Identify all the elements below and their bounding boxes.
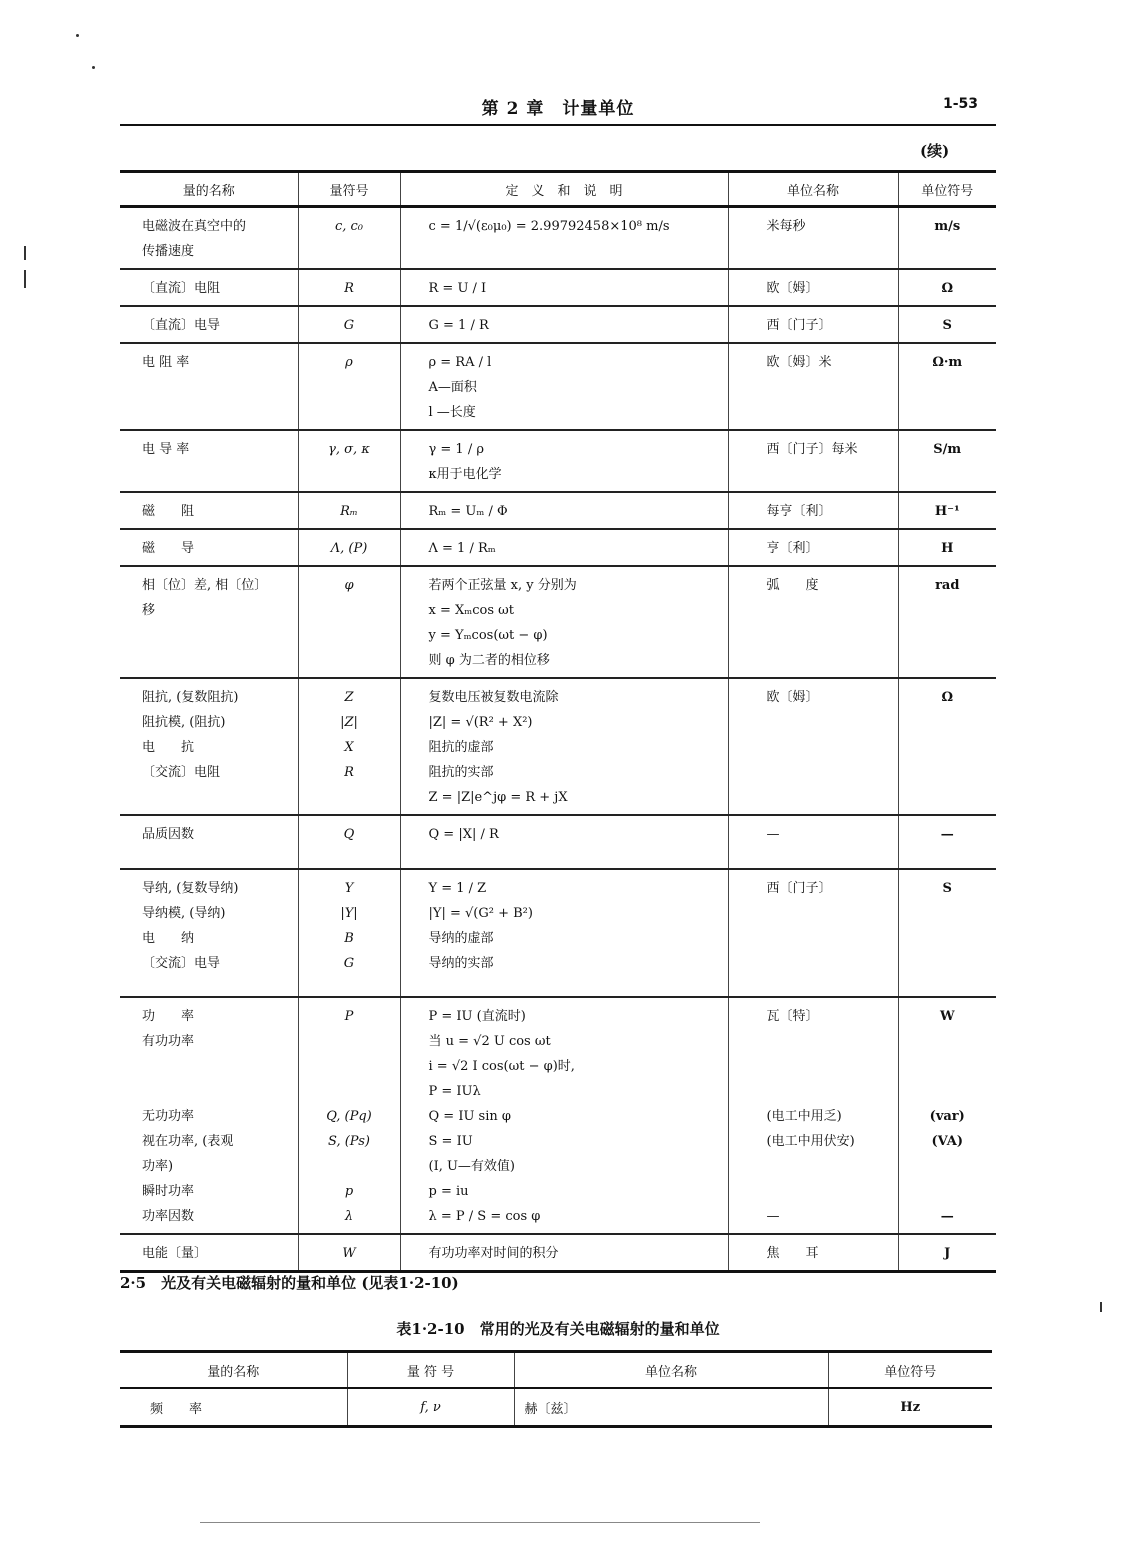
definition: p = iu — [428, 1184, 469, 1199]
unit-name-cell — [728, 997, 898, 1234]
unit-symbol: Ω·m — [932, 355, 963, 370]
unit-name: 米每秒 — [766, 219, 806, 234]
unit-symbol: (VA) — [931, 1134, 963, 1149]
unit-symbol: m/s — [934, 219, 961, 234]
definition: Rₘ = Uₘ / Φ — [428, 504, 508, 519]
quantity-symbol: c, c₀ — [334, 219, 364, 234]
units-table — [120, 170, 996, 1273]
unit-symbol-cell — [898, 306, 996, 343]
quantity-symbol-cell — [298, 492, 400, 529]
quantity-name: 导纳模, (导纳) — [142, 906, 226, 921]
scan-speck — [76, 34, 79, 37]
table-header-row — [120, 1352, 992, 1389]
definition-cell — [400, 207, 728, 270]
unit-symbol: J — [944, 1246, 951, 1261]
definition: P = IU (直流时) — [428, 1009, 526, 1024]
quantity-name: 功 率 — [142, 1009, 195, 1024]
continued-label: (续) — [920, 142, 950, 160]
quantity-symbol-cell — [298, 430, 400, 492]
unit-symbol: Ω — [941, 281, 954, 296]
table-row — [120, 343, 996, 430]
definition-cell — [400, 492, 728, 529]
unit-symbol-cell — [898, 815, 996, 869]
quantity-symbol: f, ν — [347, 1388, 514, 1427]
unit-symbol — [903, 1029, 993, 1054]
quantity-name-cell — [120, 869, 298, 997]
quantity-name-cell — [120, 269, 298, 306]
quantity-symbol: R — [344, 765, 354, 780]
definition: 导纳的实部 — [428, 956, 494, 971]
quantity-name — [142, 1054, 294, 1079]
unit-name-cell — [728, 207, 898, 270]
table-row — [120, 1388, 992, 1427]
definition: 有功功率对时间的积分 — [428, 1246, 559, 1261]
definition: G = 1 / R — [428, 318, 489, 333]
quantity-name-cell — [120, 566, 298, 678]
definition-cell — [400, 1234, 728, 1272]
unit-symbol: rad — [935, 578, 960, 593]
unit-symbol: H — [941, 541, 954, 556]
table-caption: 表1·2-10 常用的光及有关电磁辐射的量和单位 — [396, 1320, 720, 1338]
definition: Z = |Z|e^jφ = R + jX — [428, 790, 568, 805]
unit-name: (电工中用伏安) — [766, 1134, 855, 1149]
quantity-name-cell — [120, 1234, 298, 1272]
definition-cell — [400, 566, 728, 678]
quantity-name: 导纳, (复数导纳) — [142, 881, 239, 896]
unit-name: 每亨〔利〕 — [766, 504, 832, 519]
definition: |Y| = √(G² + B²) — [428, 906, 533, 921]
unit-name — [767, 1029, 894, 1054]
quantity-symbol — [303, 1054, 396, 1079]
scan-speck — [24, 270, 26, 288]
quantity-name: 传播速度 — [142, 244, 195, 259]
quantity-symbol-cell — [298, 207, 400, 270]
definition: Q = |X| / R — [428, 827, 499, 842]
unit-name-cell — [728, 306, 898, 343]
unit-symbol — [903, 1079, 993, 1104]
quantity-name-cell — [120, 430, 298, 492]
chapter-title: 第 2 章 计量单位 — [481, 99, 635, 119]
table-row — [120, 566, 996, 678]
unit-symbol — [903, 1179, 993, 1204]
column-header: 量的名称 — [207, 1364, 260, 1380]
unit-symbol: Ω — [941, 690, 954, 705]
quantity-name-cell — [120, 207, 298, 270]
quantity-name: 功率因数 — [142, 1209, 195, 1224]
quantity-symbol: G — [343, 956, 355, 971]
definition: i = √2 I cos(ωt − φ)时, — [428, 1059, 575, 1074]
quantity-symbol — [303, 1154, 396, 1179]
table-row — [120, 306, 996, 343]
unit-symbol-cell — [898, 269, 996, 306]
quantity-symbol: Rₘ — [340, 504, 358, 519]
definition: 当 u = √2 U cos ωt — [428, 1034, 551, 1049]
table-row — [120, 492, 996, 529]
column-header: 定 义 和 说 明 — [400, 172, 728, 207]
quantity-name: 磁 阻 — [142, 504, 195, 519]
definition: 则 φ 为二者的相位移 — [428, 653, 550, 668]
definition: x = Xₘcos ωt — [428, 603, 514, 618]
quantity-symbol-cell — [298, 678, 400, 815]
column-header: 单位名称 — [514, 1352, 828, 1389]
definition-cell — [400, 343, 728, 430]
quantity-symbol: B — [344, 931, 354, 946]
definition: 阻抗的虚部 — [428, 740, 494, 755]
unit-symbol-cell — [898, 529, 996, 566]
quantity-name: 电磁波在真空中的 — [142, 219, 247, 234]
quantity-symbol: G — [343, 318, 355, 333]
scan-speck — [92, 66, 95, 69]
quantity-symbol: P — [344, 1009, 354, 1024]
quantity-name-cell — [120, 492, 298, 529]
definition: Q = IU sin φ — [428, 1109, 511, 1124]
quantity-name: 〔直流〕电阻 — [142, 281, 221, 296]
quantity-symbol: X — [344, 740, 354, 755]
quantity-symbol-cell — [298, 306, 400, 343]
table-header-row — [120, 172, 996, 207]
unit-name: 欧〔姆〕 — [766, 281, 819, 296]
unit-name: 赫〔兹〕 — [514, 1388, 828, 1427]
quantity-symbol-cell — [298, 997, 400, 1234]
unit-name-cell — [728, 1234, 898, 1272]
quantity-name: 磁 导 — [142, 541, 195, 556]
quantity-symbol-cell — [298, 529, 400, 566]
unit-name: — — [766, 827, 780, 842]
unit-symbol: W — [939, 1009, 955, 1024]
quantity-name: 阻抗, (复数阻抗) — [142, 690, 239, 705]
unit-name-cell — [728, 678, 898, 815]
quantity-symbol: Λ, (P) — [330, 541, 368, 556]
unit-symbol-cell — [898, 869, 996, 997]
definition: A—面积 — [428, 380, 477, 395]
table-row — [120, 430, 996, 492]
quantity-name: 阻抗模, (阻抗) — [142, 715, 226, 730]
scan-speck — [1100, 1302, 1102, 1312]
quantity-symbol-cell — [298, 815, 400, 869]
quantity-name: 移 — [142, 603, 156, 618]
quantity-name-cell — [120, 306, 298, 343]
quantity-name-cell — [120, 678, 298, 815]
table-row — [120, 815, 996, 869]
quantity-symbol-cell — [298, 1234, 400, 1272]
quantity-name: 视在功率, (表观 — [142, 1134, 234, 1149]
table-row — [120, 207, 996, 270]
unit-name: — — [766, 1209, 780, 1224]
quantity-name: 瞬时功率 — [142, 1184, 195, 1199]
column-header: 量 符 号 — [347, 1352, 514, 1389]
definition: 阻抗的实部 — [428, 765, 494, 780]
scan-speck — [24, 246, 26, 260]
quantity-symbol-cell — [298, 869, 400, 997]
definition: (I, U—有效值) — [428, 1159, 515, 1174]
unit-name-cell — [728, 492, 898, 529]
definition: ρ = RA / l — [428, 355, 492, 370]
quantity-symbol: R — [344, 281, 354, 296]
unit-symbol-cell — [898, 492, 996, 529]
unit-name: 瓦〔特〕 — [766, 1009, 819, 1024]
unit-name — [767, 1079, 894, 1104]
quantity-name: 电 抗 — [142, 740, 195, 755]
column-header: 量的名称 — [182, 183, 235, 199]
quantity-symbol: Q, (Pq) — [326, 1109, 372, 1124]
unit-symbol: S — [942, 881, 952, 896]
quantity-name-cell — [120, 343, 298, 430]
unit-name: 欧〔姆〕 — [766, 690, 819, 705]
unit-name: 西〔门子〕 — [766, 318, 832, 333]
unit-name: 欧〔姆〕米 — [766, 355, 832, 370]
quantity-name-cell — [120, 815, 298, 869]
table-row — [120, 529, 996, 566]
quantity-name: 相〔位〕差, 相〔位〕 — [142, 578, 268, 593]
quantity-symbol: p — [344, 1184, 354, 1199]
table-row — [120, 1234, 996, 1272]
quantity-name: 有功功率 — [142, 1034, 195, 1049]
definition: 复数电压被复数电流除 — [428, 690, 559, 705]
unit-symbol-cell — [898, 678, 996, 815]
unit-name: (电工中用乏) — [766, 1109, 842, 1124]
unit-name-cell — [728, 529, 898, 566]
quantity-name: 〔直流〕电导 — [142, 318, 221, 333]
definition-cell — [400, 678, 728, 815]
unit-name — [767, 1054, 894, 1079]
quantity-symbol: λ — [344, 1209, 354, 1224]
quantity-name-cell — [120, 529, 298, 566]
quantity-symbol: Q — [343, 827, 355, 842]
quantity-name: 〔交流〕电导 — [142, 956, 221, 971]
unit-name: 西〔门子〕每米 — [766, 442, 858, 457]
quantity-symbol: W — [342, 1246, 356, 1261]
definition-cell — [400, 997, 728, 1234]
column-header: 单位符号 — [828, 1352, 992, 1389]
definition: Λ = 1 / Rₘ — [428, 541, 496, 556]
unit-symbol: H⁻¹ — [934, 504, 960, 519]
quantity-symbol: φ — [344, 578, 354, 593]
unit-symbol-cell — [898, 566, 996, 678]
unit-name-cell — [728, 343, 898, 430]
definition: R = U / I — [428, 281, 487, 296]
unit-symbol-cell — [898, 430, 996, 492]
unit-name-cell — [728, 269, 898, 306]
unit-symbol: S — [942, 318, 952, 333]
quantity-symbol — [303, 1029, 396, 1054]
quantity-symbol: Y — [344, 881, 354, 896]
table-row — [120, 269, 996, 306]
column-header: 量符号 — [298, 172, 400, 207]
definition: λ = P / S = cos φ — [428, 1209, 541, 1224]
unit-name — [767, 1154, 894, 1179]
definition: y = Yₘcos(ωt − φ) — [428, 628, 548, 643]
unit-symbol — [903, 1054, 993, 1079]
quantity-name: 频 率 — [150, 1401, 203, 1417]
definition: c = 1/√(ε₀μ₀) = 2.99792458×10⁸ m/s — [428, 219, 670, 234]
page-number: 1-53 — [942, 96, 978, 112]
quantity-name: 无功功率 — [142, 1109, 195, 1124]
quantity-symbol: S, (Ps) — [328, 1134, 370, 1149]
definition-cell — [400, 306, 728, 343]
unit-symbol-cell — [898, 207, 996, 270]
quantity-symbol: Z — [344, 690, 354, 705]
definition-cell — [400, 430, 728, 492]
scan-streak — [200, 1522, 760, 1523]
quantity-symbol: |Z| — [340, 715, 358, 730]
column-header: 单位名称 — [728, 172, 898, 207]
unit-symbol: (var) — [929, 1109, 965, 1124]
section-title: 2·5 光及有关电磁辐射的量和单位 (见表1·2-10) — [120, 1274, 459, 1292]
units-table-body — [120, 207, 996, 1272]
page-header — [120, 90, 996, 126]
definition-cell — [400, 269, 728, 306]
unit-name-cell — [728, 869, 898, 997]
unit-name: 焦 耳 — [766, 1246, 819, 1261]
unit-symbol: S/m — [933, 442, 962, 457]
quantity-name: 电能〔量〕 — [142, 1246, 208, 1261]
unit-symbol-cell — [898, 997, 996, 1234]
unit-symbol-cell — [898, 343, 996, 430]
definition: l —长度 — [428, 405, 476, 420]
quantity-name — [142, 1079, 294, 1104]
column-header: 单位符号 — [898, 172, 996, 207]
quantity-symbol: |Y| — [340, 906, 358, 921]
definition-cell — [400, 529, 728, 566]
quantity-symbol: γ, σ, κ — [328, 442, 370, 457]
definition: κ用于电化学 — [428, 467, 502, 482]
unit-symbol: — — [940, 827, 954, 842]
light-units-table — [120, 1350, 992, 1428]
definition: 若两个正弦量 x, y 分别为 — [428, 578, 577, 593]
definition-cell — [400, 815, 728, 869]
unit-name — [767, 1179, 894, 1204]
quantity-name: 电 纳 — [142, 931, 195, 946]
quantity-name: 〔交流〕电阻 — [142, 765, 221, 780]
quantity-name: 电 导 率 — [142, 442, 190, 457]
definition: Y = 1 / Z — [428, 881, 487, 896]
definition-cell — [400, 869, 728, 997]
quantity-name-cell — [120, 997, 298, 1234]
unit-symbol — [903, 1154, 993, 1179]
table-row — [120, 997, 996, 1234]
table-row — [120, 678, 996, 815]
definition: |Z| = √(R² + X²) — [428, 715, 533, 730]
unit-name-cell — [728, 815, 898, 869]
unit-name-cell — [728, 566, 898, 678]
unit-name: 亨〔利〕 — [766, 541, 819, 556]
quantity-name: 功率) — [142, 1159, 174, 1174]
quantity-symbol-cell — [298, 343, 400, 430]
definition: P = IUλ — [428, 1084, 481, 1099]
definition: S = IU — [428, 1134, 473, 1149]
table-row — [120, 869, 996, 997]
unit-symbol: — — [940, 1209, 954, 1224]
unit-name-cell — [728, 430, 898, 492]
quantity-name: 品质因数 — [142, 827, 195, 842]
quantity-symbol-cell — [298, 269, 400, 306]
unit-name: 西〔门子〕 — [766, 881, 832, 896]
definition: 导纳的虚部 — [428, 931, 494, 946]
quantity-symbol — [303, 1079, 396, 1104]
definition: γ = 1 / ρ — [428, 442, 484, 457]
quantity-symbol-cell — [298, 566, 400, 678]
quantity-symbol: ρ — [345, 355, 353, 370]
quantity-name: 电 阻 率 — [142, 355, 190, 370]
unit-symbol: Hz — [828, 1388, 992, 1427]
unit-symbol-cell — [898, 1234, 996, 1272]
unit-name: 弧 度 — [766, 578, 819, 593]
